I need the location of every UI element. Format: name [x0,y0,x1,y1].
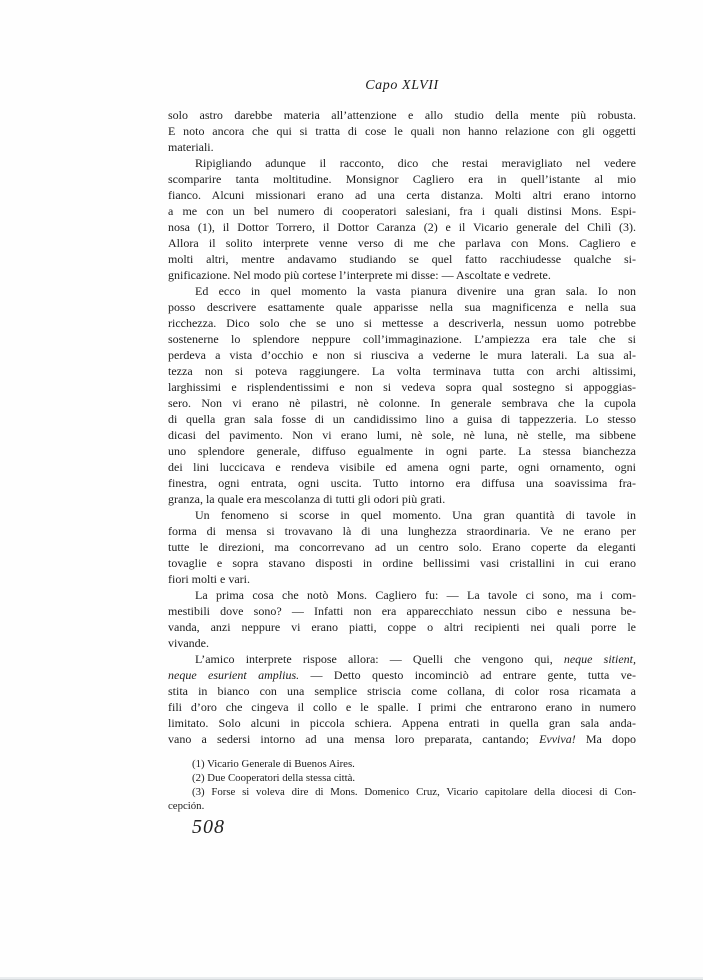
text-line: larghissimi e risplendentissimi e non si vedeva sopra qual sostegno si appoggias- [168,380,636,394]
text-line: Ed ecco in quel momento la vasta pianura divenire una gran sala. Io non [195,284,636,298]
text-line: forma di mensa si trovavano là di una lunghezza straordinaria. Ve ne erano per [168,524,636,538]
text-line: molti altri, mentre andavamo studiando se quel fatto racchiudesse qualche si- [168,252,636,266]
footnote-line: cepción. [168,800,205,812]
text-line: tezza non si poteva raggiungere. La volta terminava tutta con archi altissimi, [168,364,636,378]
text-line: gnificazione. Nel modo più cortese l’interprete mi disse: — Ascoltate e vedrete. [168,268,551,282]
text-line: sero. Non vi erano nè pilastri, nè colonne. In generale sembrava che la cupola [168,396,636,410]
chapter-header: Capo XLVII [365,78,439,93]
text-segment: vano a sedersi intorno ad una mensa loro preparata, cantando; [168,732,540,746]
page-number: 508 [192,816,225,838]
text-line: sostenerne lo splendore neppure coll’immaginazione. L’ampiezza era tale che si [168,332,636,346]
text-line: ricchezza. Dico solo che se uno si mettesse a descriverla, nessun uomo potrebbe [168,316,636,330]
text-line: perdeva a vista d’occhio e non si riusciva a vederne le mura laterali. La sua al- [168,348,636,362]
text-segment: L’amico interprete rispose allora: — Quelli che vengono qui, [195,652,564,666]
text-line: limitato. Solo alcuni in piccola schiera. Appena entrati in quella gran sala anda- [168,716,636,730]
text-line: uno splendore generale, diffuso egualmente in ogni parte. La stessa bianchezza [168,444,636,458]
footnote-line: (3) Forse si voleva dire di Mons. Domenico Cruz, Vicario capitolare della diocesi di Con- [192,786,636,798]
text-line: fili d’oro che cingeva il collo e le spalle. I primi che entrarono erano in numero [168,700,636,714]
text-line [168,667,636,683]
text-line: Un fenomeno si scorse in quel momento. Una gran quantità di tavole in [195,508,636,522]
text-line: materiali. [168,140,214,154]
text-line: posso descrivere esattamente quale apparisse nella sua magnificenza e nella sua [168,300,636,314]
text-line: scomparire tanta moltitudine. Monsignor Cagliero era in quell’istante al mio [168,172,636,186]
text-segment: neque esurient amplius. [168,668,300,682]
text-line: granza, la quale era mescolanza di tutti gli odori più grati. [168,492,446,506]
text-line: tovaglie e sopra stavano disposti in ordine bellissimi vasi cristallini in cui erano [168,556,636,570]
text-line: vanda, anzi neppure vi erano piatti, coppe o altri recipienti nei quali porre le [168,620,636,634]
text-line: Ripigliando adunque il racconto, dico che restai meravigliato nel vedere [195,156,636,170]
text-line: tutte le direzioni, ma concorrevano ad un centro solo. Erano coperte da eleganti [168,540,636,554]
text-line: mestibili dove sono? — Infatti non era apparecchiato nessun cibo e nessuna be- [168,604,636,618]
text-line: solo astro darebbe materia all’attenzione e allo studio della mente più robusta. [168,108,636,122]
text-line [168,731,636,747]
text-line: a me con un bel numero di cooperatori salesiani, fra i quali distinsi Mons. Espi- [168,204,636,218]
text-line: vivande. [168,636,209,650]
page-text [168,107,636,747]
text-line [168,651,636,667]
text-line: nosa (1), il Dottor Torrero, il Dottor Caranza (2) e il Vicario generale del Chilì (3). [168,220,636,234]
text-line: dei lini luccicava e rendeva visibile ed amena ogni parte, ogni ornamento, ogni [168,460,636,474]
text-line: fiori molti e vari. [168,572,250,586]
text-line: di quella gran sala fosse di un candidissimo lino a guisa di tappezzeria. Lo stesso [168,412,636,426]
text-line: E noto ancora che qui si tratta di cose le quali non hanno relazione con gli oggetti [168,124,636,138]
text-segment: Ma dopo [575,732,636,746]
text-segment: — Detto questo incominciò ad entrare gente, tutta ve- [299,668,636,682]
footnote-line: (1) Vicario Generale di Buenos Aires. [192,758,355,770]
text-segment: neque sitient, [563,652,636,666]
text-line: Allora il solito interprete venne verso di me che parlava con Mons. Cagliero e [168,236,636,250]
text-segment: Evviva! [539,732,576,746]
text-line: La prima cosa che notò Mons. Cagliero fu: — La tavole ci sono, ma i com- [195,588,636,602]
text-line: stita in bianco con una semplice striscia come collana, di color rosa ricamata a [168,684,636,698]
text-line: finestra, ogni entrata, ogni uscita. Tutto intorno era diffusa una soavissima fra- [168,476,636,490]
footnotes [168,757,636,813]
text-line: dicasi del pavimento. Non vi erano lumi, nè sole, nè luna, nè stelle, ma sibbene [168,428,636,442]
text-line: fianco. Alcuni missionari erano ad una certa distanza. Molti altri erano intorno [168,188,636,202]
footnote-line: (2) Due Cooperatori della stessa città. [192,772,356,784]
